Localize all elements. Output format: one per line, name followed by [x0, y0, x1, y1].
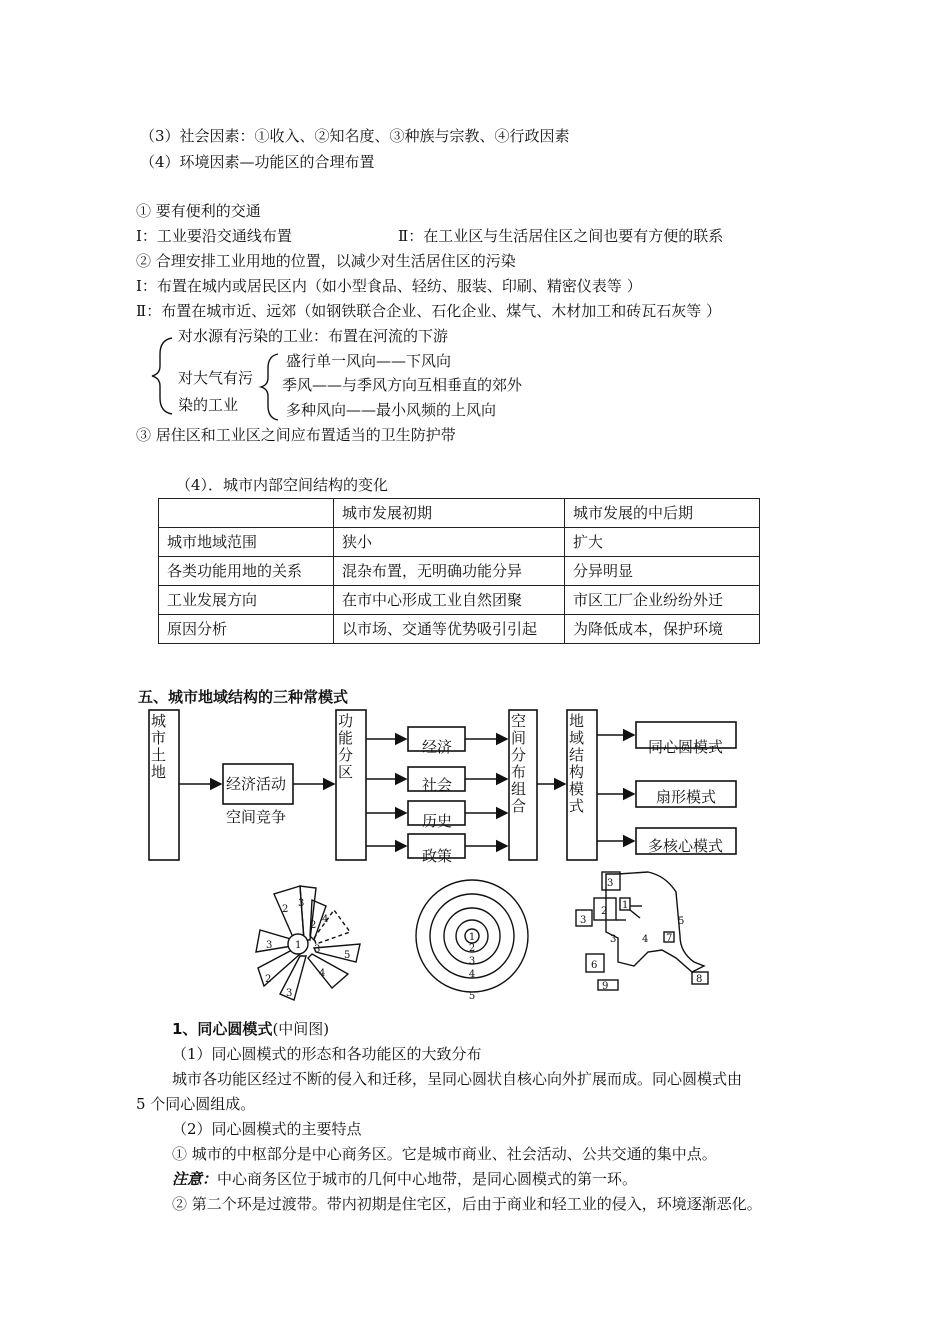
section-five-heading: 五、城市地域结构的三种常模式	[138, 688, 349, 706]
table-header-cell: 城市发展的中后期	[565, 499, 760, 528]
table-cell: 在市中心形成工业自然团聚	[334, 586, 565, 615]
body-paragraph: ① 城市的中枢部分是中心商务区。它是城市商业、社会活动、公共交通的集中点。	[172, 1145, 717, 1163]
left-brace-icon	[150, 336, 180, 416]
flow-text: 能	[338, 729, 354, 747]
note-text: 中心商务区位于城市的几何中心地带，是同心圆模式的第一环。	[217, 1170, 638, 1188]
ring-label: 3	[468, 956, 476, 967]
body-note	[172, 1168, 637, 1190]
transport-point-1: Ⅰ：工业要沿交通线布置	[136, 227, 292, 245]
industry-inner-city: Ⅰ：布置在城内或居民区内（如小型食品、轻纺、服装、印刷、精密仪表等 ）	[136, 277, 642, 295]
flow-text: 地	[151, 763, 167, 781]
table-header-cell: 城市发展初期	[334, 499, 565, 528]
table-title: （4）．城市内部空间结构的变化	[176, 476, 389, 494]
table-row	[159, 528, 760, 557]
wind-rule-single: 盛行单一风向——下风向	[286, 352, 452, 370]
flow-text: 土	[151, 746, 167, 764]
table-cell: 城市地域范围	[159, 528, 334, 557]
zone-label: 3	[298, 898, 305, 909]
protection-belt-line: ③ 居住区和工业区之间应布置适当的卫生防护带	[136, 426, 456, 444]
social-factors-line: （3）社会因素：①收入、②知名度、③种族与宗教、④行政因素	[140, 127, 570, 145]
zone-label: 9	[602, 981, 609, 992]
flow-text: 式	[569, 797, 585, 815]
note-label: 注意：	[172, 1170, 218, 1188]
zone-label: 1	[295, 940, 302, 951]
body-paragraph: （1）同心圆模式的形态和各功能区的大致分布	[172, 1045, 482, 1063]
table-cell: 以市场、交通等优势吸引引起	[334, 615, 565, 644]
table-row	[159, 586, 760, 615]
body-paragraph: （2）同心圆模式的主要特点	[172, 1120, 362, 1138]
zone-label: 2	[265, 974, 272, 985]
flow-text: 社会	[422, 776, 453, 794]
flow-text: 历史	[422, 812, 453, 830]
structure-change-table	[158, 498, 760, 644]
flow-text: 域	[569, 729, 585, 747]
flow-text: 构	[569, 763, 585, 781]
flow-text: 空	[511, 712, 527, 730]
flow-text: 区	[338, 763, 354, 781]
flow-text: 功	[338, 712, 354, 730]
zone-label: 3	[580, 915, 587, 926]
zone-label: 4	[319, 968, 326, 979]
table-cell: 工业发展方向	[159, 586, 334, 615]
flow-text: 经济	[422, 738, 453, 756]
table-cell: 市区工厂企业纷纷外迁	[565, 586, 760, 615]
table-row	[159, 557, 760, 586]
concentric-model-heading	[172, 1018, 329, 1040]
zone-label: 8	[696, 974, 703, 985]
multiple-nuclei-diagram	[568, 866, 718, 992]
zone-label: 4	[322, 914, 329, 925]
table-cell: 原因分析	[159, 615, 334, 644]
body-paragraph: 5 个同心圆组成。	[136, 1095, 256, 1113]
zone-label: 7	[666, 933, 673, 944]
table-cell: 狭小	[334, 528, 565, 557]
table-cell: 扩大	[565, 528, 760, 557]
table-cell: 混杂布置，无明确功能分异	[334, 557, 565, 586]
transport-point-2: Ⅱ：在工业区与生活居住区之间也要有方便的联系	[398, 227, 724, 245]
zone-label: 5	[344, 950, 351, 961]
flow-text: 模	[569, 780, 585, 798]
table-cell: 分异明显	[565, 557, 760, 586]
zone-label: 2	[601, 906, 608, 917]
zone-label: 6	[591, 960, 598, 971]
flow-text: 多核心模式	[648, 837, 724, 855]
zone-label: 4	[642, 934, 649, 945]
air-pollution-label-1: 对大气有污	[178, 369, 254, 387]
flow-text: 结	[569, 746, 585, 764]
industry-location-heading: ② 合理安排工业用地的位置，以减少对生活居住区的污染	[136, 252, 516, 270]
ring-label: 4	[468, 969, 476, 980]
flow-text: 同心圆模式	[648, 738, 724, 756]
air-pollution-label-2: 染的工业	[178, 396, 239, 414]
environment-factors-line: （4）环境因素—功能区的合理布置	[140, 153, 375, 171]
concentric-ring-diagram	[412, 878, 532, 1002]
zone-label: 3	[610, 934, 617, 945]
transport-heading: ① 要有便利的交通	[136, 202, 261, 220]
region-structure-flow-diagram	[140, 706, 780, 876]
zone-label: 2	[282, 904, 289, 915]
flow-text: 政策	[422, 847, 453, 865]
zone-label: 5	[678, 916, 685, 927]
flow-text: 城	[151, 712, 167, 730]
water-pollution-rule: 对水源有污染的工业：布置在河流的下游	[178, 327, 449, 345]
industry-suburb: Ⅱ：布置在城市近、远郊（如钢铁联合企业、石化企业、煤气、木材加工和砖瓦石灰等 ）	[136, 302, 721, 320]
zone-label: 3	[314, 944, 321, 955]
body-paragraph: 城市各功能区经过不断的侵入和迁移，呈同心圆状自核心向外扩展而成。同心圆模式由	[172, 1070, 743, 1088]
table-header-cell	[159, 499, 334, 528]
flow-text: 市	[151, 729, 167, 747]
wind-rule-monsoon: 季风——与季风方向互相垂直的郊外	[282, 376, 523, 394]
table-header-row	[159, 499, 760, 528]
table-cell: 为降低成本，保护环境	[565, 615, 760, 644]
flow-text: 经济活动	[226, 775, 287, 793]
flow-text: 合	[511, 797, 527, 815]
flow-text: 布	[511, 763, 527, 781]
zone-label: 3	[607, 878, 614, 889]
flow-text: 扇形模式	[656, 788, 717, 806]
zone-label: 2	[310, 920, 317, 931]
concentric-heading-note: (中间图)	[272, 1020, 330, 1038]
flow-text: 地	[569, 712, 585, 730]
concentric-heading-title: 1、同心圆模式	[172, 1020, 273, 1038]
ring-label: 1	[468, 932, 476, 943]
body-paragraph: ② 第二个环是过渡带。带内初期是住宅区，后由于商业和轻工业的侵入，环境逐渐恶化。	[172, 1195, 762, 1213]
zone-label: 3	[266, 940, 273, 951]
flow-text: 间	[511, 729, 527, 747]
zone-label: 1	[622, 900, 629, 911]
sector-model-diagram	[252, 882, 364, 1004]
ring-label: 5	[468, 991, 476, 1002]
flow-text: 分	[338, 746, 354, 764]
flow-text: 组	[511, 780, 527, 798]
flow-text: 空间竞争	[226, 808, 287, 826]
ring-label: 2	[468, 943, 476, 954]
table-row	[159, 615, 760, 644]
flow-text: 分	[511, 746, 527, 764]
right-brace-icon	[258, 352, 284, 422]
zone-label: 3	[286, 988, 293, 999]
wind-rule-multiple: 多种风向——最小风频的上风向	[286, 401, 497, 419]
table-cell: 各类功能用地的关系	[159, 557, 334, 586]
